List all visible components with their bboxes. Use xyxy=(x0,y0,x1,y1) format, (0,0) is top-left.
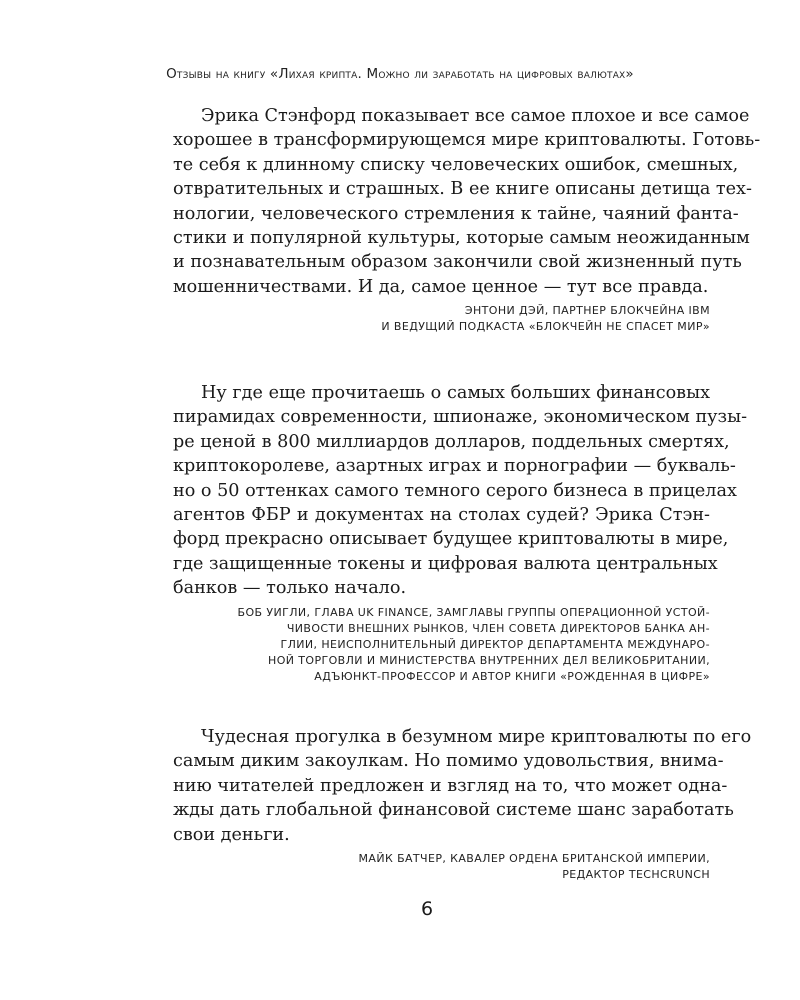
attribution-line: ЧИВОСТИ ВНЕШНИХ РЫНКОВ, ЧЛЕН СОВЕТА ДИРЕКТОРОВ БАНКА АН- xyxy=(286,621,710,635)
review-line: но о 50 оттенках самого темного серого бизнеса в прицелах xyxy=(173,480,737,501)
review-line: Чудесная прогулка в безумном мире криптовалюты по его xyxy=(201,727,752,747)
review-block xyxy=(145,104,761,336)
review-line: форд прекрасно описывает будущее криптовалюты в мире, xyxy=(173,529,729,550)
review-attribution xyxy=(145,605,710,686)
review-attribution xyxy=(145,303,710,335)
page-number: 6 xyxy=(420,898,434,920)
running-head: Отзывы на книгу «Лихая крипта. Можно ли заработать на цифровых валютах» xyxy=(166,66,634,82)
attribution-line: ГЛИИ, НЕИСПОЛНИТЕЛЬНЫЙ ДИРЕКТОР ДЕПАРТАМЕНТА МЕЖДУНАРО- xyxy=(280,638,710,652)
review-line: где защищенные токены и цифровая валюта центральных xyxy=(173,553,718,574)
attribution-line: НОЙ ТОРГОВЛИ И МИНИСТЕРСТВА ВНУТРЕННИХ ДЕЛ ВЕЛИКОБРИТАНИИ, xyxy=(268,654,710,668)
review-text xyxy=(145,381,748,601)
review-line: свои деньги. xyxy=(173,824,290,845)
attribution-line: И ВЕДУЩИЙ ПОДКАСТА «БЛОКЧЕЙН НЕ СПАСЕТ МИР» xyxy=(381,320,710,334)
review-line: нию читателей предложен и взгляд на то, что может одна- xyxy=(173,775,728,796)
attribution-line: АДЪЮНКТ-ПРОФЕССОР И АВТОР КНИГИ «РОЖДЕННАЯ В ЦИФРЕ» xyxy=(314,670,710,684)
review-line: отвратительных и страшных. В ее книге описаны детища тех- xyxy=(173,179,752,200)
review-text xyxy=(145,725,752,847)
review-text xyxy=(145,104,761,299)
review-line: пирамидах современности, шпионаже, экономическом пузы- xyxy=(173,407,748,428)
review-line: и познавательным образом закончили свой жизненный путь xyxy=(173,252,742,273)
review-line: хорошее в трансформирующемся мире криптовалюты. Готовь- xyxy=(173,130,761,151)
attribution-line: БОБ УИГЛИ, ГЛАВА UK FINANCE, ЗАМГЛАВЫ ГРУППЫ ОПЕРАЦИОННОЙ УСТОЙ- xyxy=(237,605,710,619)
review-line: те себя к длинному списку человеческих ошибок, смешных, xyxy=(173,154,739,175)
attribution-line: РЕДАКТОР TECHCRUNCH xyxy=(562,868,710,882)
review-line: криптокоролеве, азартных играх и порнографии — букваль- xyxy=(173,456,736,477)
review-line: стики и популярной культуры, которые самым неожиданным xyxy=(173,228,750,249)
review-attribution xyxy=(145,851,710,883)
review-line: Ну где еще прочитаешь о самых больших финансовых xyxy=(201,383,710,403)
attribution-line: МАЙК БАТЧЕР, КАВАЛЕР ОРДЕНА БРИТАНСКОЙ ИМПЕРИИ, xyxy=(358,852,710,866)
review-line: нологии, человеческого стремления к тайне, чаяний фанта- xyxy=(173,203,739,224)
review-line: мошенничествами. И да, самое ценное — тут все правда. xyxy=(173,276,709,297)
review-block xyxy=(145,725,752,883)
review-line: Эрика Стэнфорд показывает все самое плохое и все самое xyxy=(201,106,750,126)
review-line: агентов ФБР и документах на столах судей? Эрика Стэн- xyxy=(173,505,710,526)
review-line: самым диким закоулкам. Но помимо удовольствия, внима- xyxy=(173,751,724,772)
review-line: ре ценой в 800 миллиардов долларов, поддельных смертях, xyxy=(173,431,730,452)
review-line: банков — только начало. xyxy=(173,578,407,599)
attribution-line: ЭНТОНИ ДЭЙ, ПАРТНЕР БЛОКЧЕЙНА IBM xyxy=(464,304,710,318)
review-block xyxy=(145,381,748,686)
review-line: жды дать глобальной финансовой системе шанс заработать xyxy=(173,800,734,821)
